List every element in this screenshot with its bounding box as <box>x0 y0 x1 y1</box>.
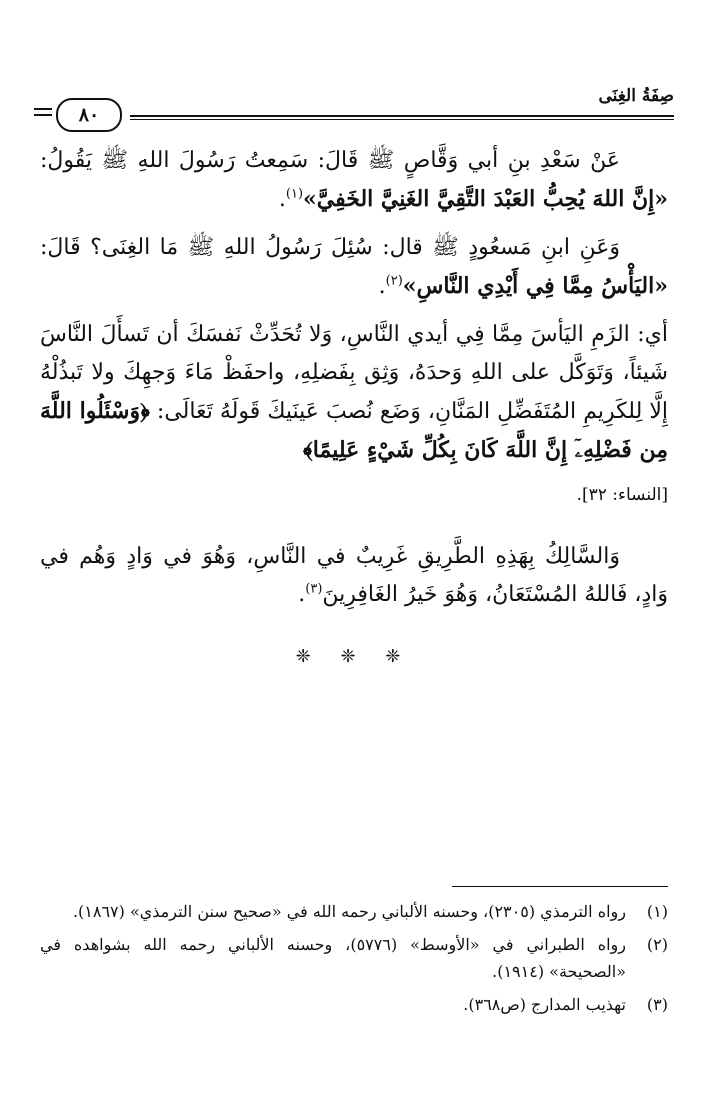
paragraph-ibn-masud-hadith: وَعَنِ ابنِ مَسعُودٍ ﷺ قال: سُئِلَ رَسُولُ اللهِ ﷺ مَا الغِنَى؟ قَالَ: «اليَأْسُ مِمَّا فِي أَيْدِي النَّاسِ»$^{(٢)}$. <box>40 235 668 299</box>
page-header <box>34 84 674 124</box>
badge-dash-bottom <box>34 114 52 116</box>
footnote-divider <box>452 886 668 887</box>
narration-intro: وَعَنِ ابنِ مَسعُودٍ ﷺ قال: سُئِلَ رَسُولُ اللهِ ﷺ مَا الغِنَى؟ قَالَ: <box>40 235 620 260</box>
section-separator-stars: ❈ ❈ ❈ <box>295 646 413 667</box>
verse-reference: [النساء: ٣٢]. <box>576 485 668 505</box>
footnote-text: تهذيب المدارج (ص٣٦٨). <box>463 995 626 1014</box>
quran-verse: ﴿وَسْئَلُوا اللَّهَ مِن فَضْلِهِۦٓ إِنَّ اللَّهَ كَانَ بِكُلِّ شَيْءٍ عَلِيمًا﴾ <box>40 398 668 463</box>
footnotes <box>40 898 668 1024</box>
narration-intro: عَنْ سَعْدِ بنِ أبي وَقَّاصٍ ﷺ قَالَ: سَمِعتُ رَسُولَ اللهِ ﷺ يَقُولُ: <box>40 148 620 173</box>
explanation-text: أي: الزَمِ اليَأسَ مِمَّا فِي أيدي النَّاسِ، وَلا تُحَدِّثْ نَفسَكَ أن تَسأَلَ النَّاسَ شَيئاً، وَتَوَكَّل على اللهِ وَحدَهُ، وَثِق بِفَضلِهِ، واحفَظْ مَاءَ وَجهِكَ ولا تَبذُلْهُ إِلَّا لِلكَرِيمِ المُتَفَضِّلِ المَنَّانِ، وَضَع نُصبَ عَينَيكَ قَولَهُ تَعَالَى: <box>40 322 668 424</box>
header-rule-bottom <box>130 119 674 120</box>
hadith-text: «إِنَّ اللهَ يُحِبُّ العَبْدَ التَّقِيَّ الغَنِيَّ الخَفِيَّ» <box>303 186 668 212</box>
footnote-text: رواه الترمذي (٢٣٠٥)، وحسنه الألباني رحمه الله في «صحيح سنن الترمذي» (١٨٦٧). <box>72 902 626 921</box>
badge-dash-top <box>34 108 52 110</box>
header-rule-top <box>130 115 674 117</box>
paragraph-explanation <box>40 316 668 470</box>
footnote-number: (٣) <box>646 995 668 1014</box>
chapter-title: صِفَةُ الغِنَى <box>598 86 674 106</box>
paragraph-saad-hadith: عَنْ سَعْدِ بنِ أبي وَقَّاصٍ ﷺ قَالَ: سَمِعتُ رَسُولَ اللهِ ﷺ يَقُولُ: «إِنَّ اللهَ يُحِبُّ العَبْدَ التَّقِيَّ الغَنِيَّ الخَفِيَّ»$^{(١)}$. <box>40 148 668 212</box>
footnote-item <box>40 898 668 925</box>
hadith-text: «اليَأْسُ مِمَّا فِي أَيْدِي النَّاسِ» <box>402 273 668 299</box>
footnote-item <box>40 931 668 985</box>
traveler-text: وَالسَّالِكُ بِهَذِهِ الطَّرِيقِ غَرِيبٌ في النَّاسِ، وَهُوَ في وَادٍ وَهُم في وَادٍ، فَاللهُ المُسْتَعَانُ، وَهُوَ خَيرُ الغَافِرِينَ <box>40 544 668 607</box>
paragraph-traveler: وَالسَّالِكُ بِهَذِهِ الطَّرِيقِ غَرِيبٌ في النَّاسِ، وَهُوَ في وَادٍ وَهُم في وَادٍ، فَاللهُ المُسْتَعَانُ، وَهُوَ خَيرُ الغَافِرِينَ$^{(٣)}$. <box>40 544 668 607</box>
footnote-item <box>40 991 668 1018</box>
page-number-badge: ٨٠ <box>56 98 122 132</box>
footnote-marker[interactable]: (٢) <box>385 273 403 289</box>
main-text <box>40 142 668 624</box>
footnote-marker[interactable]: (٣) <box>305 581 323 597</box>
footnote-number: (٢) <box>646 935 668 954</box>
footnote-text: رواه الطبراني في «الأوسط» (٥٧٧٦)، وحسنه الألباني رحمه الله بشواهده في «الصحيحة» (١٩١٤). <box>40 935 627 981</box>
footnote-number: (١) <box>646 902 668 921</box>
footnote-marker[interactable]: (١) <box>285 186 304 202</box>
